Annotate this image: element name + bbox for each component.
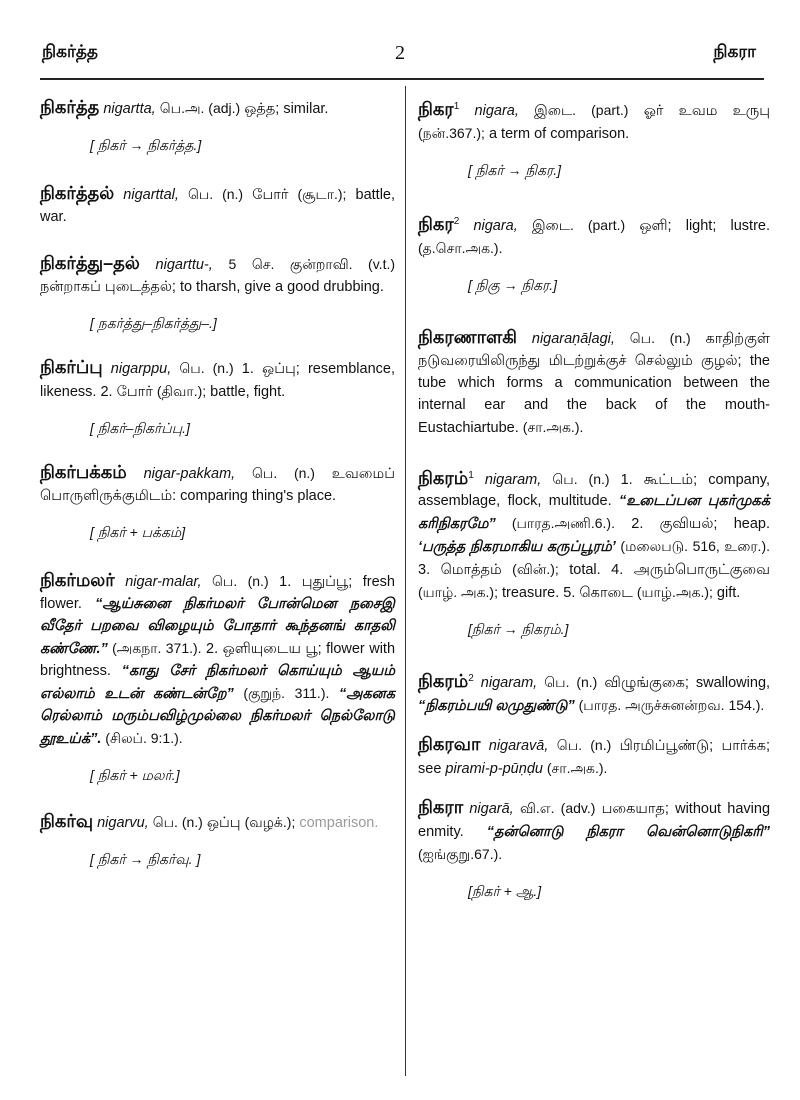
entry bbox=[40, 252, 395, 334]
entry bbox=[418, 211, 770, 296]
definition-segment: “உடைப்பன புகர்முகக் கரிநிகரமே” bbox=[418, 493, 770, 533]
grammar-label: பெ. (n.) bbox=[187, 186, 244, 202]
page-number: 2 bbox=[395, 42, 405, 64]
headword: நிகர்த்தல் bbox=[40, 183, 115, 203]
etymology: [ நகர்த்து–நிகர்த்து–.] bbox=[90, 315, 217, 331]
definition-segment: ஓர் உவம உருபு bbox=[628, 102, 771, 119]
entry bbox=[40, 96, 395, 156]
entry bbox=[418, 796, 770, 902]
grammar-label: பெ. (n.) bbox=[552, 470, 610, 487]
definition-segment: gift. bbox=[712, 585, 741, 602]
definition-segment: 2. ஒளியுடைய பூ; flower with brightness. bbox=[40, 641, 396, 679]
definition-segment: (மலைபடு. 516, உரை.). bbox=[615, 538, 770, 555]
homonym-number: 2 bbox=[453, 215, 460, 227]
transliteration: nigarttu-, bbox=[155, 257, 213, 273]
header-rule bbox=[40, 78, 764, 80]
definition-segment: (ஐங்குறு.67.). bbox=[418, 846, 503, 863]
entry-text bbox=[40, 810, 395, 834]
entry-text bbox=[418, 326, 770, 439]
entry bbox=[40, 182, 395, 228]
homonym-number: 1 bbox=[468, 469, 474, 481]
entry bbox=[418, 465, 770, 641]
definition-segment: ஒப்பு bbox=[202, 815, 245, 831]
entry-text bbox=[418, 211, 770, 260]
entry bbox=[40, 810, 395, 870]
entry bbox=[418, 733, 770, 780]
entry bbox=[418, 96, 770, 181]
headword: நிகர bbox=[418, 98, 454, 119]
homonym-number: 2 bbox=[468, 673, 474, 685]
definition-segment: போர் bbox=[243, 187, 298, 203]
definition-segment: (சூடா.); bbox=[297, 186, 347, 202]
definition-segment: ‘பருத்த நிகரமாகிய கருப்பூரம்’ bbox=[418, 539, 616, 556]
headword: நிகரா bbox=[418, 797, 464, 818]
entry bbox=[418, 668, 770, 717]
definition-segment: comparison. bbox=[295, 815, 379, 831]
transliteration: nigaravā, bbox=[488, 738, 549, 755]
running-head-left: நிகர்த்த bbox=[42, 42, 98, 61]
etymology: [ நிகர் + மலர்.] bbox=[90, 767, 180, 783]
entry-text bbox=[40, 96, 395, 120]
entry-text bbox=[40, 569, 395, 750]
definition-segment: உவமைப் பொருளிருக்குமிடம்: comparing thing's place. bbox=[40, 466, 395, 504]
headword: நிகர்ப்பு bbox=[40, 357, 103, 377]
grammar-label: பெ. (n.) bbox=[152, 814, 203, 830]
definition-segment: (பாரத.அணி.6.). bbox=[495, 515, 615, 532]
definition-segment: 2. குவியல்; heap. bbox=[614, 516, 770, 533]
definition-segment: விழுங்குகை; swallowing, bbox=[597, 675, 771, 692]
transliteration: nigara, bbox=[474, 102, 519, 119]
headword: நிகரவா bbox=[418, 734, 481, 755]
definition-segment: பகையாத; without having enmity. bbox=[418, 801, 771, 841]
definition-segment: 3. மொத்தம் bbox=[418, 562, 513, 579]
headword: நிகரம் bbox=[418, 467, 469, 488]
definition-segment: battle, war. bbox=[40, 187, 396, 225]
entry-text bbox=[40, 356, 395, 403]
definition-segment: (அகநா. 371.). bbox=[107, 640, 202, 656]
definition-segment: treasure. 5. கொடை bbox=[497, 585, 637, 602]
definition-segment: ஒளி; light; lustre. bbox=[625, 217, 770, 234]
right-column bbox=[418, 96, 770, 902]
grammar-label: பெ. (n.) bbox=[252, 465, 315, 481]
left-column bbox=[40, 96, 395, 870]
grammar-label: 5 செ. குன்றாவி. (v.t.) bbox=[228, 256, 396, 272]
transliteration: nigaraṇāḷagi, bbox=[531, 330, 615, 347]
entry bbox=[40, 461, 395, 543]
etymology: [ நிகர் → நிகர்வு. ] bbox=[90, 851, 201, 867]
definition-segment: 1. ஒப்பு; resemblance, likeness. 2. போர் bbox=[40, 361, 396, 400]
grammar-label: பெ. (n.) bbox=[179, 360, 234, 376]
running-head-right: நிகரா bbox=[713, 42, 756, 61]
definition-segment: (திவா.); bbox=[156, 383, 207, 399]
definition-segment: (த.சொ.அக.). bbox=[418, 239, 503, 256]
grammar-label: பெ. (n.) bbox=[212, 573, 269, 589]
definition-segment: (வழக்.); bbox=[244, 814, 296, 830]
transliteration: nigarppu, bbox=[110, 361, 172, 377]
definition-segment: “அகனக ரெல்லாம் மரும்பவிழ்முல்லை நிகர்மலர் நெல்லோடு தூஉய்க்”. bbox=[40, 686, 396, 747]
definition-segment: “காது சேர் நிகர்மலர் கொய்யும் ஆயம் எல்லாம் உடன் கண்டன்றே” bbox=[40, 663, 395, 702]
definition-segment: (யாழ். அக.); bbox=[418, 584, 498, 601]
entry-text bbox=[418, 668, 770, 717]
transliteration: nigar-pakkam, bbox=[143, 466, 236, 482]
column-divider bbox=[405, 86, 406, 1076]
headword: நிகர்வு bbox=[40, 811, 94, 831]
transliteration: nigaram, bbox=[484, 471, 542, 488]
entry bbox=[40, 356, 395, 439]
transliteration: nigartta, bbox=[103, 101, 156, 117]
etymology: [ நிகர் + பக்கம்] bbox=[90, 524, 186, 540]
entry bbox=[40, 569, 395, 786]
grammar-label: பெ. (n.) bbox=[629, 329, 691, 346]
headword: நிகர bbox=[418, 213, 454, 234]
entry-text bbox=[418, 96, 770, 145]
definition-segment: battle, fight. bbox=[206, 384, 286, 400]
grammar-label: வி.எ. (adv.) bbox=[519, 800, 596, 817]
entry-text bbox=[418, 733, 770, 780]
headword: நிகர்த்து–தல் bbox=[40, 253, 140, 273]
headword: நிகர்த்த bbox=[40, 97, 100, 117]
etymology: [ நிகர் → நிகர்த்த.] bbox=[90, 137, 202, 153]
definition-segment: பிரமிப்பூண்டு; பார்க்க; see bbox=[418, 738, 771, 778]
headword: நிகரணாளகி bbox=[418, 326, 518, 347]
grammar-label: இடை. (part.) bbox=[534, 101, 629, 118]
homonym-number: 1 bbox=[453, 101, 460, 112]
definition-segment: total. 4. அரும்பொருட்குவை bbox=[558, 562, 770, 579]
transliteration: nigarvu, bbox=[97, 815, 149, 831]
definition-segment: ஒத்த; similar. bbox=[240, 101, 329, 117]
definition-segment: “தன்னொடு நிகரா வென்னொடுநிகரி” bbox=[486, 824, 770, 841]
definition-segment: காதிற்குள் நடுவரையிலிருந்து மிடற்றுக்குச் செல்லும் குழல்; the tube which forms a communication between the internal ear and the back of the mouth- Eustachiartube. bbox=[418, 330, 770, 436]
definition-segment: (சிலப். 9:1.). bbox=[101, 730, 183, 746]
headword: நிகர்மலர் bbox=[40, 570, 115, 590]
definition-segment: 1. புதுப்பூ; fresh flower. bbox=[40, 574, 395, 612]
grammar-label: பெ. (n.) bbox=[556, 737, 612, 754]
definition-segment: (பாரத. அருச்சுனன்றவ. 154.). bbox=[574, 697, 765, 714]
definition-segment: நன்றாகப் புடைத்தல்; to tharsh, give a good drubbing. bbox=[40, 279, 384, 295]
transliteration: nigara, bbox=[473, 217, 518, 234]
grammar-label: பெ. (n.) bbox=[544, 674, 598, 691]
definition-segment: (நன்.367.); bbox=[418, 124, 485, 141]
entry-text bbox=[418, 465, 770, 605]
definition-segment: (குறுந். 311.). bbox=[233, 685, 340, 701]
etymology: [ நிகர்–நிகர்ப்பு.] bbox=[90, 420, 190, 436]
entry-text bbox=[40, 461, 395, 507]
etymology: [ நிகர் → நிகர.] bbox=[468, 161, 561, 178]
definition-segment: a term of comparison. bbox=[484, 125, 630, 142]
definition-segment: 1. கூட்டம்; company, assemblage, flock, multitude. bbox=[418, 471, 770, 510]
definition-segment: (வின்.); bbox=[512, 561, 559, 578]
headword: நிகரம் bbox=[418, 671, 469, 692]
definition-segment: “ஆய்சுனை நிகர்மலர் போன்மென நசைஇ வீதேர் பறவை விழையும் போதார் கூந்தனங் காதலி கண்ணே.” bbox=[40, 596, 395, 657]
transliteration: nigaram, bbox=[480, 675, 538, 692]
transliteration: nigarā, bbox=[469, 801, 514, 818]
entry-text bbox=[418, 796, 770, 866]
definition-segment: (சா.அக.). bbox=[542, 760, 608, 777]
etymology: [நிகர் → நிகரம்.] bbox=[468, 621, 569, 638]
etymology: [ நிகு → நிகர.] bbox=[468, 276, 558, 293]
entry-text bbox=[40, 252, 395, 298]
definition-segment: “நிகரம்பயி லமுதுண்டு” bbox=[418, 698, 575, 715]
entry-text bbox=[40, 182, 395, 228]
definition-segment: (யாழ்.அக.); bbox=[636, 584, 713, 601]
etymology: [நிகர் + ஆ.] bbox=[468, 883, 542, 900]
definition-segment: pirami-p-pūṇḍu bbox=[445, 761, 543, 778]
grammar-label: இடை. (part.) bbox=[531, 216, 626, 233]
transliteration: nigar-malar, bbox=[125, 574, 202, 590]
transliteration: nigarttal, bbox=[123, 187, 179, 203]
entry bbox=[418, 326, 770, 439]
definition-segment: (சா.அக.). bbox=[522, 418, 584, 435]
headword: நிகர்பக்கம் bbox=[40, 462, 127, 482]
grammar-label: பெ.அ. (adj.) bbox=[159, 100, 241, 116]
